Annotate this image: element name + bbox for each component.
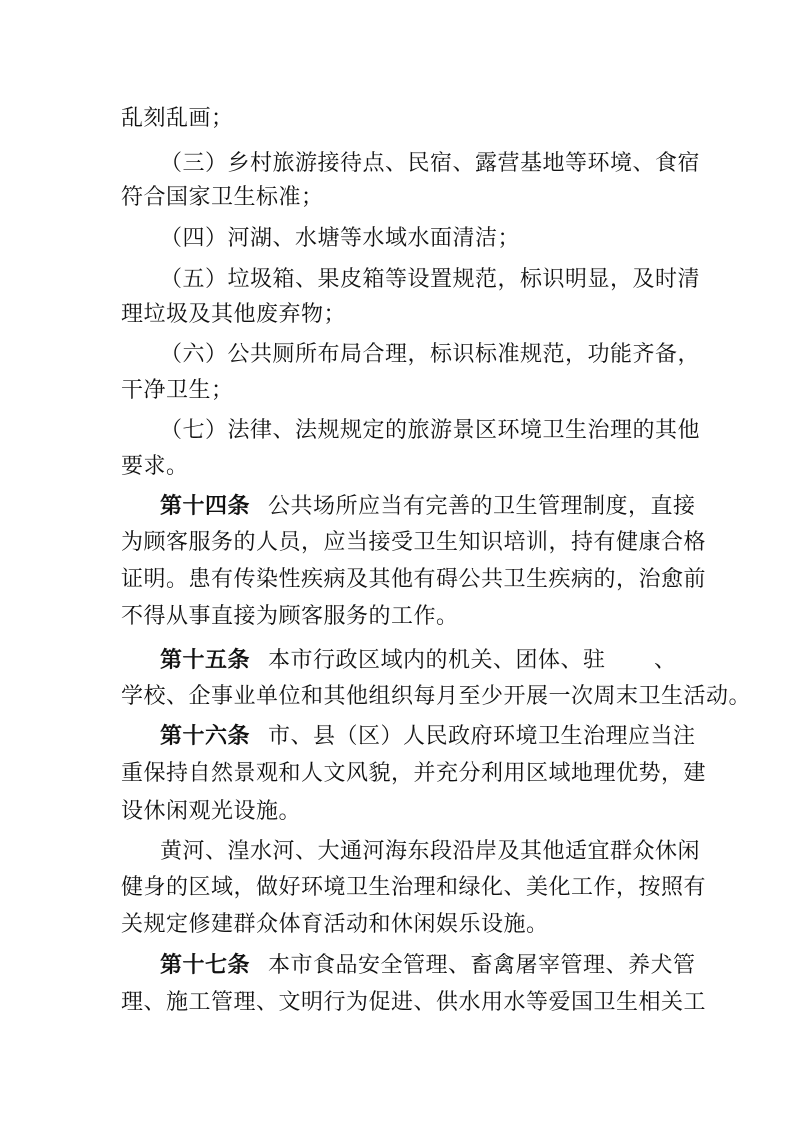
text-line bbox=[0, 722, 793, 752]
text-line bbox=[0, 416, 793, 446]
line-text: 理垃圾及其他废弃物； bbox=[121, 302, 347, 327]
line-text: 要求。 bbox=[121, 454, 189, 479]
text-line bbox=[0, 528, 793, 558]
line-text: （七）法律、法规规定的旅游景区环境卫生治理的其他 bbox=[160, 418, 701, 443]
text-line bbox=[0, 988, 793, 1018]
text-line bbox=[0, 452, 793, 482]
line-text: 乱刻乱画； bbox=[121, 106, 234, 131]
line-text: 设休闲观光设施。 bbox=[121, 799, 302, 824]
line-text: （五）垃圾箱、果皮箱等设置规范，标识明显，及时清 bbox=[160, 267, 701, 292]
text-line bbox=[0, 682, 793, 712]
text-line bbox=[0, 873, 793, 903]
line-text: 、 bbox=[654, 648, 677, 673]
line-text: 公共场所应当有完善的卫生管理制度，直接 bbox=[268, 494, 696, 519]
text-line bbox=[0, 183, 793, 213]
article-number: 第十五条 bbox=[160, 648, 251, 673]
line-text: 重保持自然景观和人文风貌，并充分利用区域地理优势，建 bbox=[121, 761, 707, 786]
text-line bbox=[0, 602, 793, 632]
text-line bbox=[0, 797, 793, 827]
text-line bbox=[0, 265, 793, 295]
line-text: 为顾客服务的人员，应当接受卫生知识培训，持有健康合格 bbox=[121, 530, 707, 555]
text-line bbox=[0, 224, 793, 254]
line-text: （六）公共厕所布局合理，标识标准规范，功能齐备， bbox=[160, 342, 701, 367]
text-line bbox=[0, 376, 793, 406]
article-number: 第十七条 bbox=[160, 953, 251, 978]
line-text: 本市食品安全管理、畜禽屠宰管理、养犬管 bbox=[268, 953, 696, 978]
text-line bbox=[0, 759, 793, 789]
text-line bbox=[0, 492, 793, 522]
line-text: 学校、企事业单位和其他组织每月至少开展一次周末卫生活动。 bbox=[121, 684, 752, 709]
line-text: 证明。患有传染性疾病及其他有碍公共卫生疾病的，治愈前 bbox=[121, 567, 707, 592]
article-number: 第十六条 bbox=[160, 724, 251, 749]
line-text: 干净卫生； bbox=[121, 378, 234, 403]
text-line bbox=[0, 837, 793, 867]
text-line bbox=[0, 565, 793, 595]
line-text: 健身的区域，做好环境卫生治理和绿化、美化工作，按照有 bbox=[121, 875, 707, 900]
line-text: 理、施工管理、文明行为促进、供水用水等爱国卫生相关工 bbox=[121, 990, 707, 1015]
line-text: 关规定修建群众体育活动和休闲娱乐设施。 bbox=[121, 912, 549, 937]
text-line bbox=[0, 300, 793, 330]
line-text: 符合国家卫生标准； bbox=[121, 185, 324, 210]
line-text: 市、县（区）人民政府环境卫生治理应当注 bbox=[268, 724, 696, 749]
article-number: 第十四条 bbox=[160, 494, 251, 519]
line-text: 本市行政区域内的机关、团体、驻 bbox=[268, 648, 606, 673]
text-line bbox=[0, 149, 793, 179]
line-text: 不得从事直接为顾客服务的工作。 bbox=[121, 604, 459, 629]
line-text: 黄河、湟水河、大通河海东段沿岸及其他适宜群众休闲 bbox=[160, 839, 701, 864]
line-text: （四）河湖、水塘等水域水面清洁； bbox=[160, 226, 521, 251]
text-line bbox=[0, 951, 793, 981]
text-line bbox=[0, 646, 793, 676]
text-line bbox=[0, 340, 793, 370]
text-line bbox=[0, 104, 793, 134]
text-line bbox=[0, 910, 793, 940]
line-text: （三）乡村旅游接待点、民宿、露营基地等环境、食宿 bbox=[160, 151, 701, 176]
